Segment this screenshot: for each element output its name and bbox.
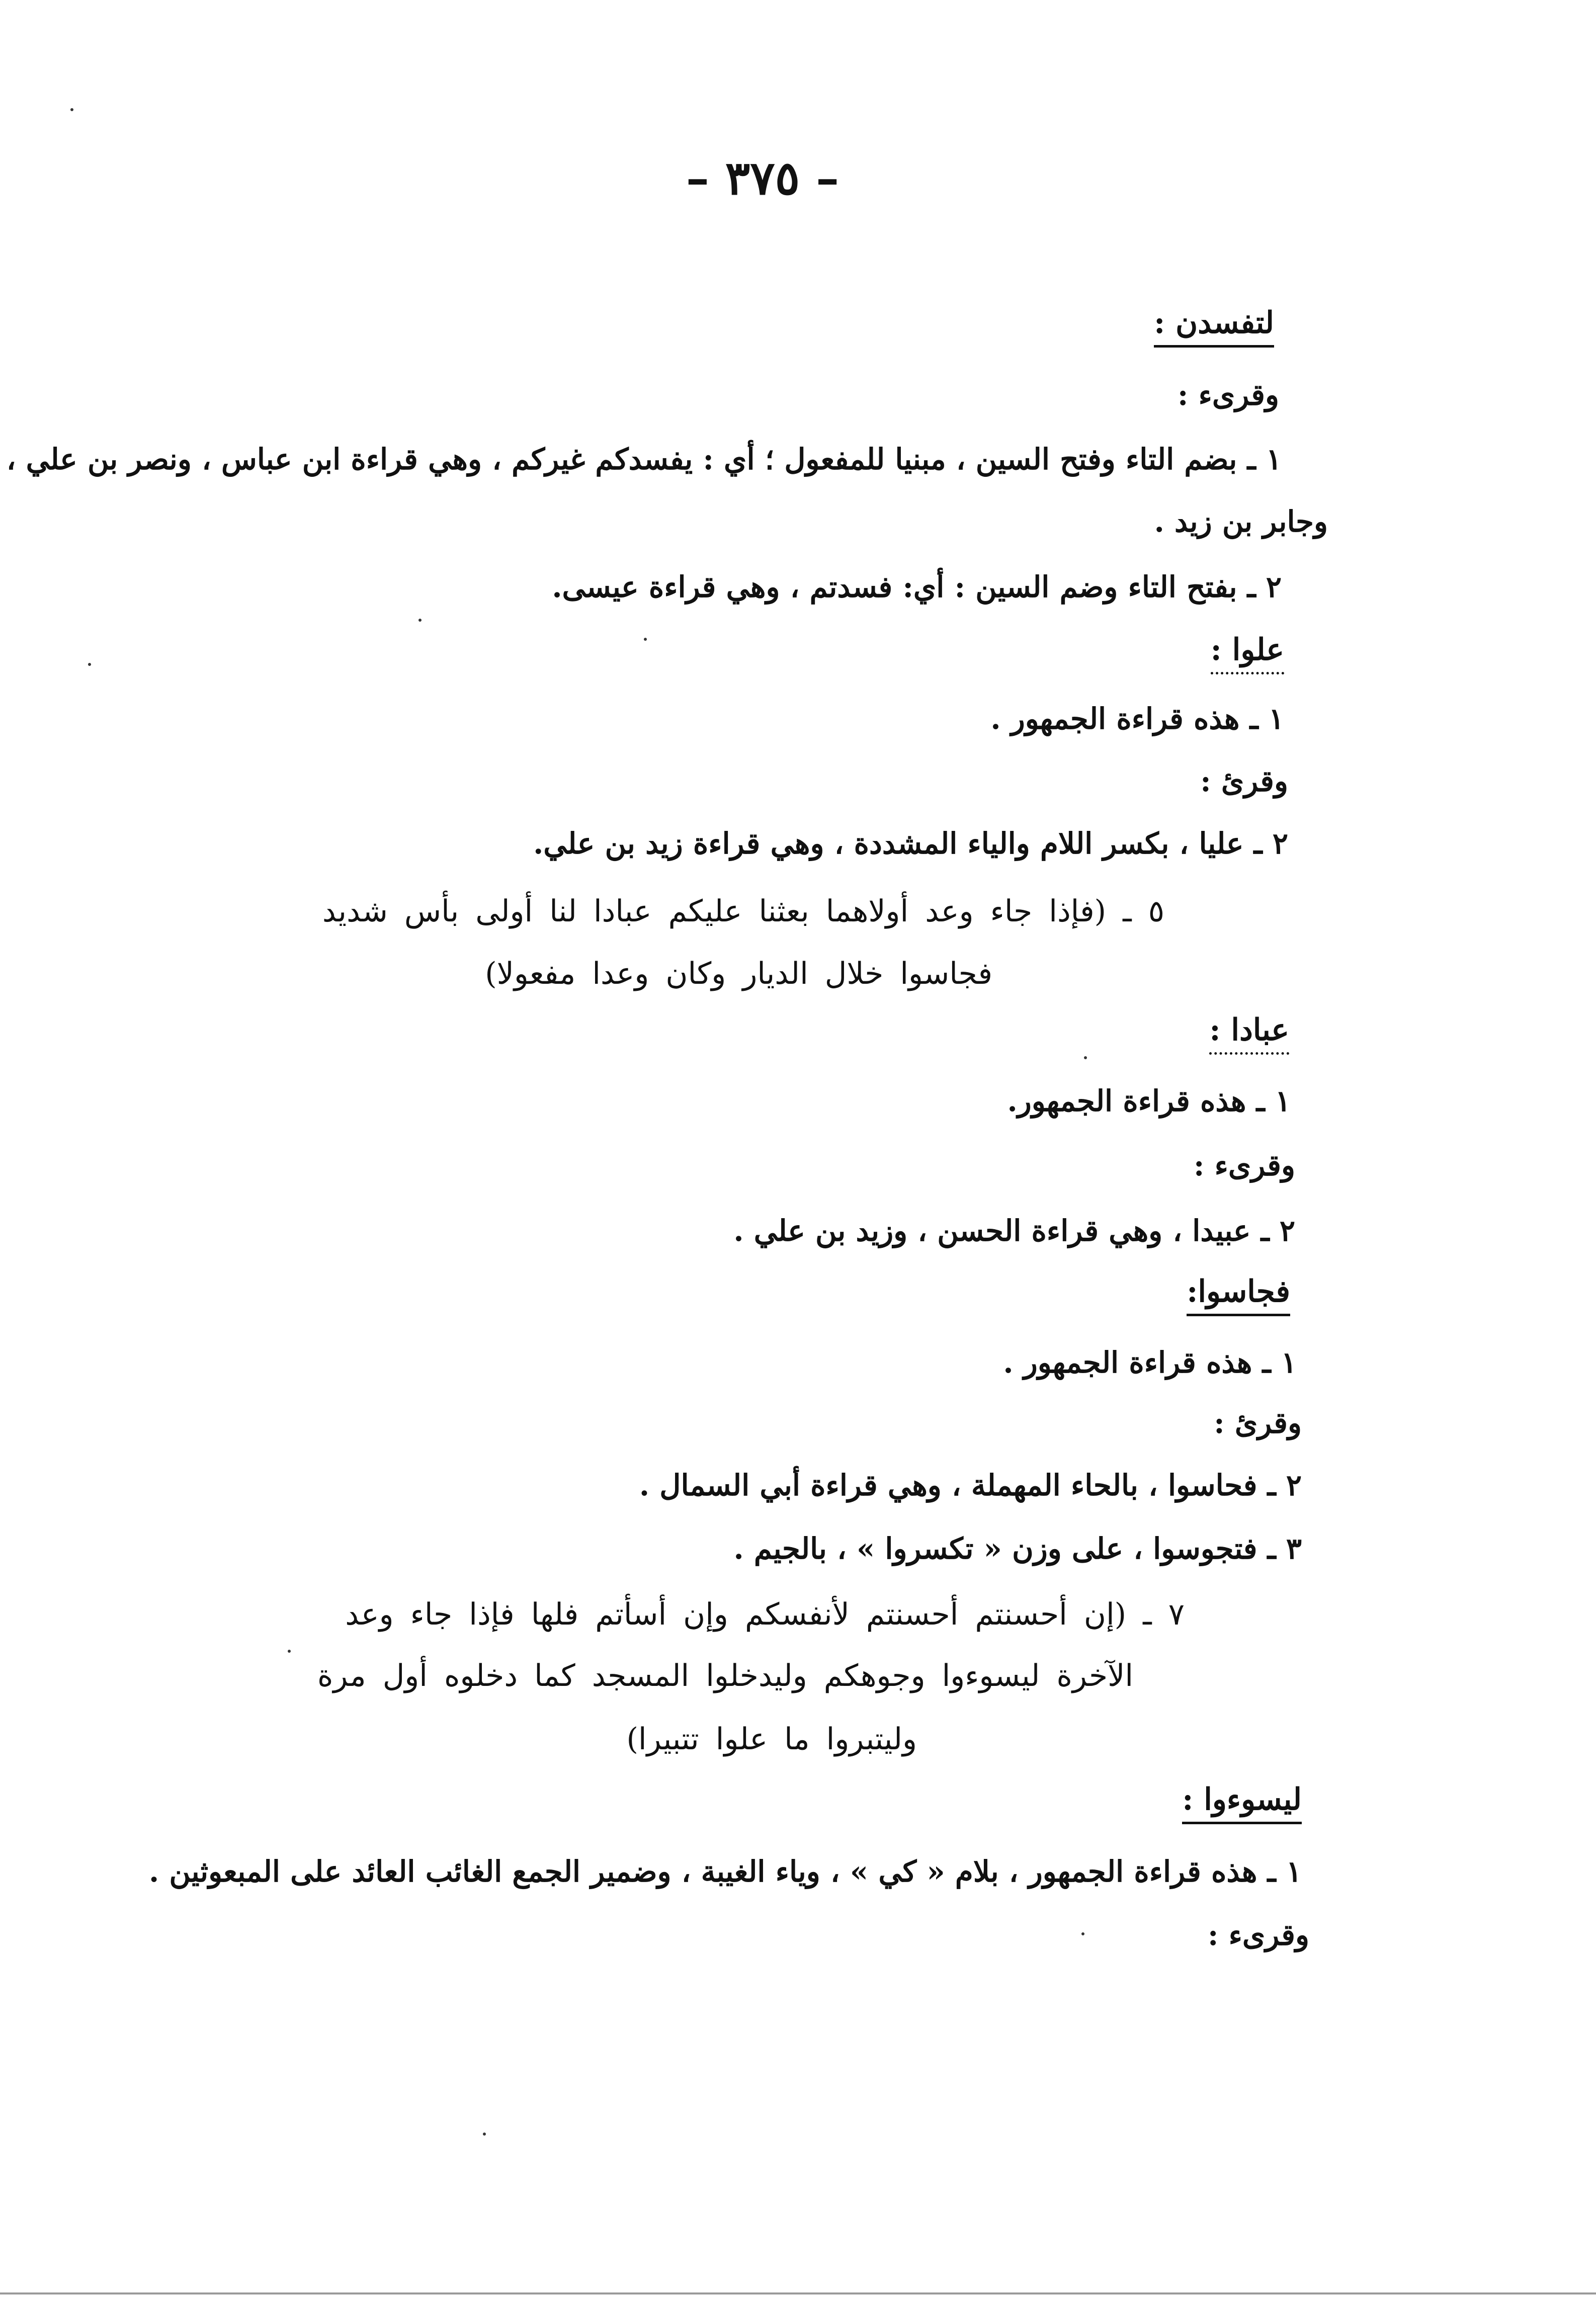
reading-line: ٢ ـ عليا ، بكسر اللام والياء المشددة ، وهي قراءة زيد بن علي.	[533, 826, 1288, 861]
page-bottom-edge	[0, 2292, 1596, 2294]
read-label: وقرئ :	[1214, 1406, 1302, 1440]
reading-line: وجابر بن زيد .	[1154, 504, 1328, 539]
reading-line: ١ ـ هذه قراءة الجمهور ، بلام « كي » ، وياء الغيبة ، وضمير الجمع الغائب العائد على المبعوثين .	[149, 1854, 1302, 1889]
reading-line: ١ ـ هذه قراءة الجمهور .	[1003, 1345, 1297, 1380]
scan-speck	[88, 663, 91, 666]
heading-uluwwan: علوا :	[1211, 635, 1284, 674]
read-label: وقرىء :	[1177, 378, 1279, 412]
read-label: وقرئ :	[1200, 764, 1288, 798]
reading-line: ١ ـ بضم التاء وفتح السين ، مبنيا للمفعول ؛ أي : يفسدكم غيركم ، وهي قراءة ابن عباس ، ونصر بن علي ،	[6, 442, 1282, 476]
scan-speck	[483, 2133, 486, 2136]
quran-verse-line: فجاسوا خلال الديار وكان وعدا مفعولا)	[485, 956, 992, 991]
quran-verse-line: ٧ ـ (إن أحسنتم أحسنتم لأنفسكم وإن أسأتم فلها فإذا جاء وعد	[345, 1597, 1185, 1632]
scan-speck	[1081, 1932, 1084, 1935]
scan-speck	[288, 1650, 291, 1653]
read-label: وقرىء :	[1207, 1918, 1309, 1952]
scan-speck	[1084, 1056, 1087, 1059]
heading-ibadan: عبادا :	[1209, 1015, 1289, 1055]
reading-line: ٣ ـ فتجوسوا ، على وزن « تكسروا » ، بالجيم .	[733, 1532, 1302, 1566]
reading-line: ٢ ـ عبيدا ، وهي قراءة الحسن ، وزيد بن علي .	[733, 1214, 1295, 1248]
reading-line: ١ ـ هذه قراءة الجمهور .	[990, 702, 1284, 736]
heading-fajasu: فجاسوا:	[1187, 1277, 1290, 1316]
quran-verse-line: وليتبروا ما علوا تتبيرا)	[626, 1722, 917, 1757]
heading-latufsidunna: لتفسدن :	[1154, 308, 1274, 348]
scan-speck	[644, 638, 647, 641]
scan-speck	[70, 108, 73, 111]
quran-verse-line: الآخرة ليسوءوا وجوهكم وليدخلوا المسجد كما دخلوه أول مرة	[317, 1658, 1133, 1693]
page-number: – ٣٧٥ –	[686, 151, 839, 205]
quran-verse-line: ٥ ـ (فإذا جاء وعد أولاهما بعثنا عليكم عبادا لنا أولى بأس شديد	[322, 894, 1164, 929]
reading-line: ١ ـ هذه قراءة الجمهور.	[1007, 1084, 1291, 1118]
reading-line: ٢ ـ فحاسوا ، بالحاء المهملة ، وهي قراءة أبي السمال .	[639, 1468, 1302, 1502]
reading-line: ٢ ـ بفتح التاء وضم السين : أي: فسدتم ، وهي قراءة عيسى.	[552, 570, 1282, 604]
heading-liyasuu: ليسوءوا :	[1182, 1784, 1302, 1824]
read-label: وقرىء :	[1193, 1148, 1295, 1182]
scan-speck	[418, 619, 422, 622]
